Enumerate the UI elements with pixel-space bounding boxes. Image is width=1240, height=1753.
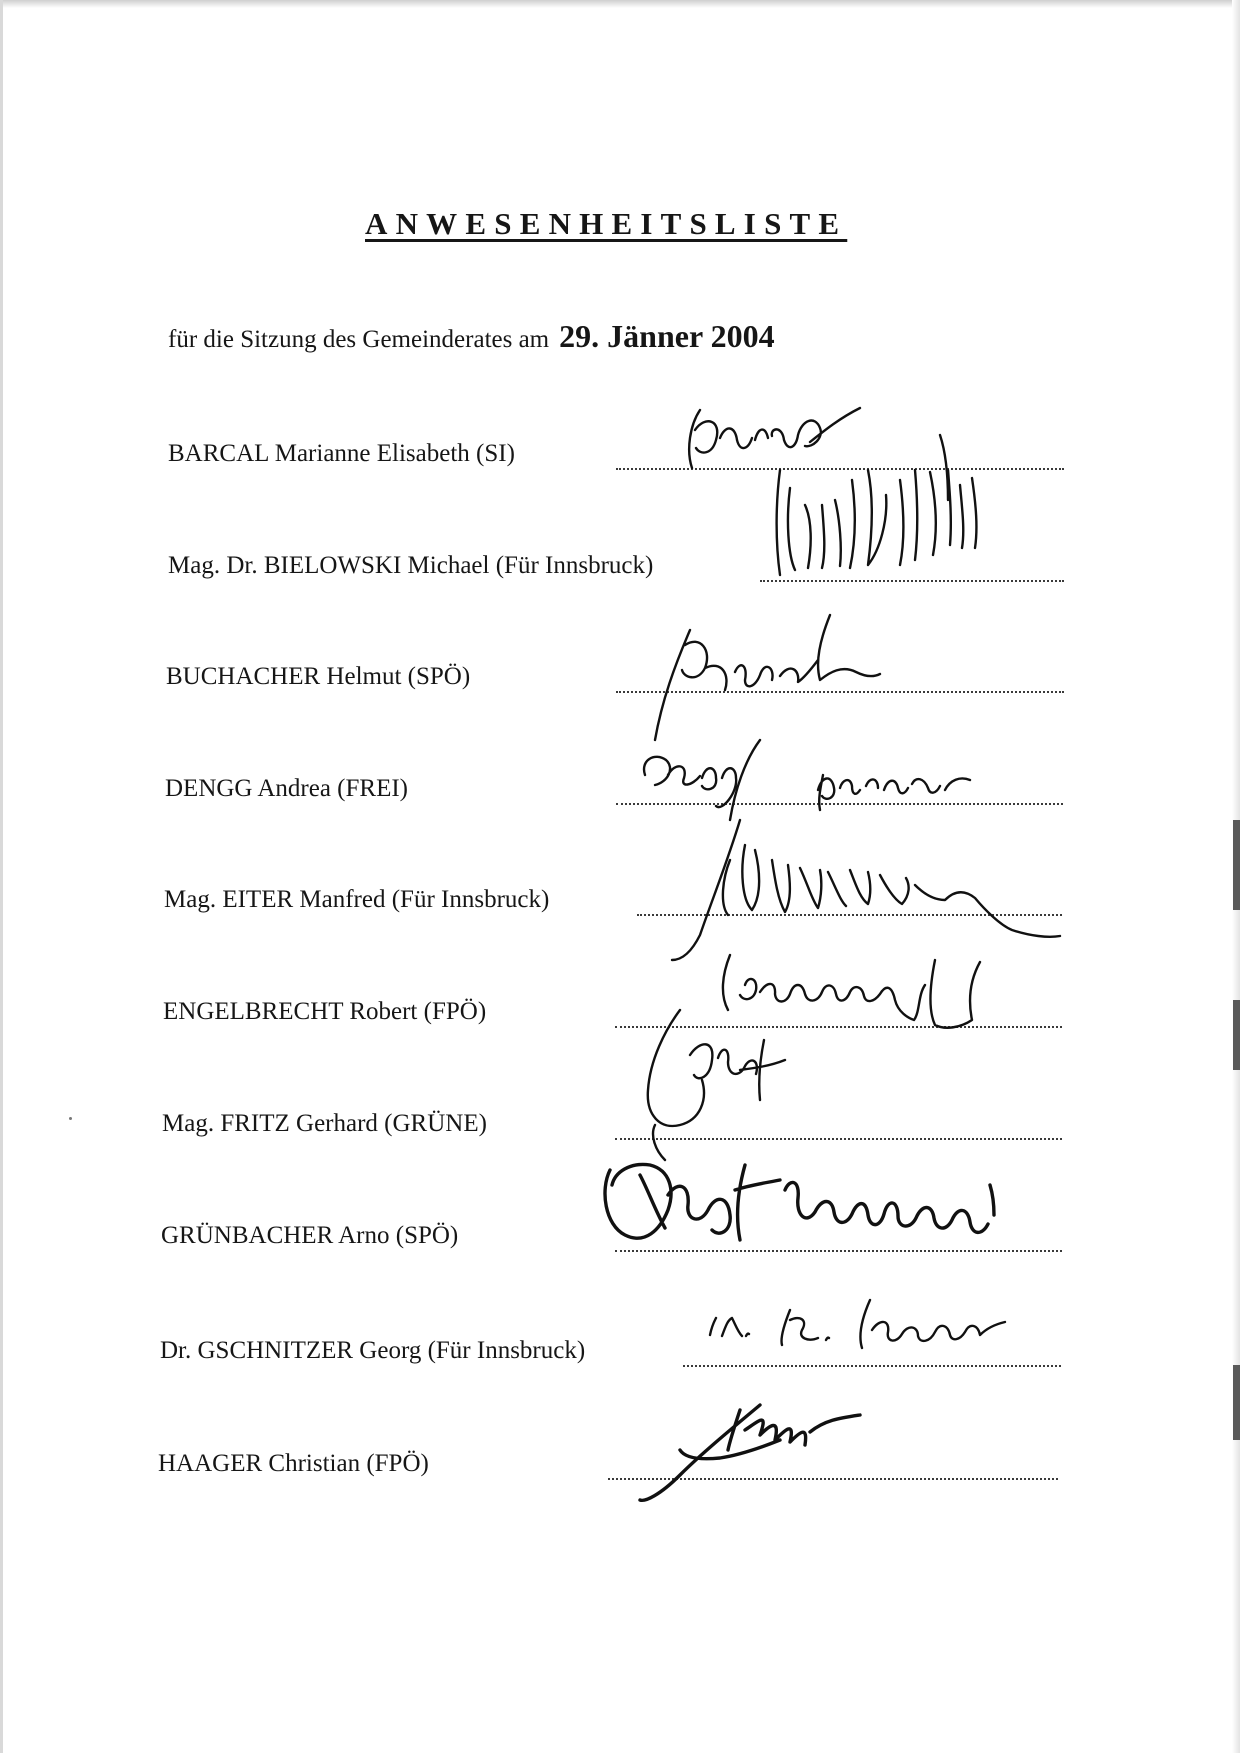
attendee-row xyxy=(163,998,1063,1038)
attendee-row xyxy=(164,886,1064,926)
signature-line xyxy=(615,1250,1062,1252)
attendee-name: Mag. Dr. BIELOWSKI Michael (Für Innsbruck) xyxy=(168,552,654,579)
signature-line xyxy=(616,691,1064,693)
signature-line xyxy=(616,468,1064,470)
attendee-row xyxy=(166,663,1066,703)
signature-line xyxy=(683,1365,1061,1367)
scan-mark xyxy=(1233,820,1240,910)
attendee-row xyxy=(158,1450,1058,1490)
signature-line xyxy=(608,1478,1058,1480)
attendee-name: BARCAL Marianne Elisabeth (SI) xyxy=(168,440,515,467)
attendee-name: BUCHACHER Helmut (SPÖ) xyxy=(166,663,471,690)
attendee-row xyxy=(162,1110,1062,1150)
scan-mark xyxy=(1233,1365,1240,1440)
meeting-description: für die Sitzung des Gemeinderates am xyxy=(168,326,550,353)
page-title: ANWESENHEITSLISTE xyxy=(365,206,848,241)
attendee-name: DENGG Andrea (FREI) xyxy=(165,775,409,802)
attendee-name: Dr. GSCHNITZER Georg (Für Innsbruck) xyxy=(160,1337,586,1364)
signature-line xyxy=(616,803,1063,805)
attendee-name: GRÜNBACHER Arno (SPÖ) xyxy=(161,1222,459,1249)
signature-line xyxy=(615,1138,1062,1140)
attendee-name: Mag. FRITZ Gerhard (GRÜNE) xyxy=(162,1110,487,1137)
meeting-subtitle xyxy=(168,318,775,355)
attendee-row xyxy=(168,440,1068,480)
attendee-row xyxy=(160,1337,1060,1377)
attendee-row xyxy=(168,552,1068,592)
attendee-name: ENGELBRECHT Robert (FPÖ) xyxy=(163,998,487,1025)
scan-edge-top xyxy=(0,0,1240,8)
signature-line xyxy=(615,1026,1062,1028)
meeting-date: 29. Jänner 2004 xyxy=(559,318,775,354)
attendee-row xyxy=(165,775,1065,815)
scan-edge-left xyxy=(0,0,3,1753)
attendee-name: HAAGER Christian (FPÖ) xyxy=(158,1450,429,1477)
signature-line xyxy=(760,580,1064,582)
scan-speck xyxy=(69,1117,72,1120)
scan-mark xyxy=(1233,1000,1240,1070)
attendee-row xyxy=(161,1222,1061,1262)
attendee-name: Mag. EITER Manfred (Für Innsbruck) xyxy=(164,886,550,913)
signature-line xyxy=(637,914,1062,916)
